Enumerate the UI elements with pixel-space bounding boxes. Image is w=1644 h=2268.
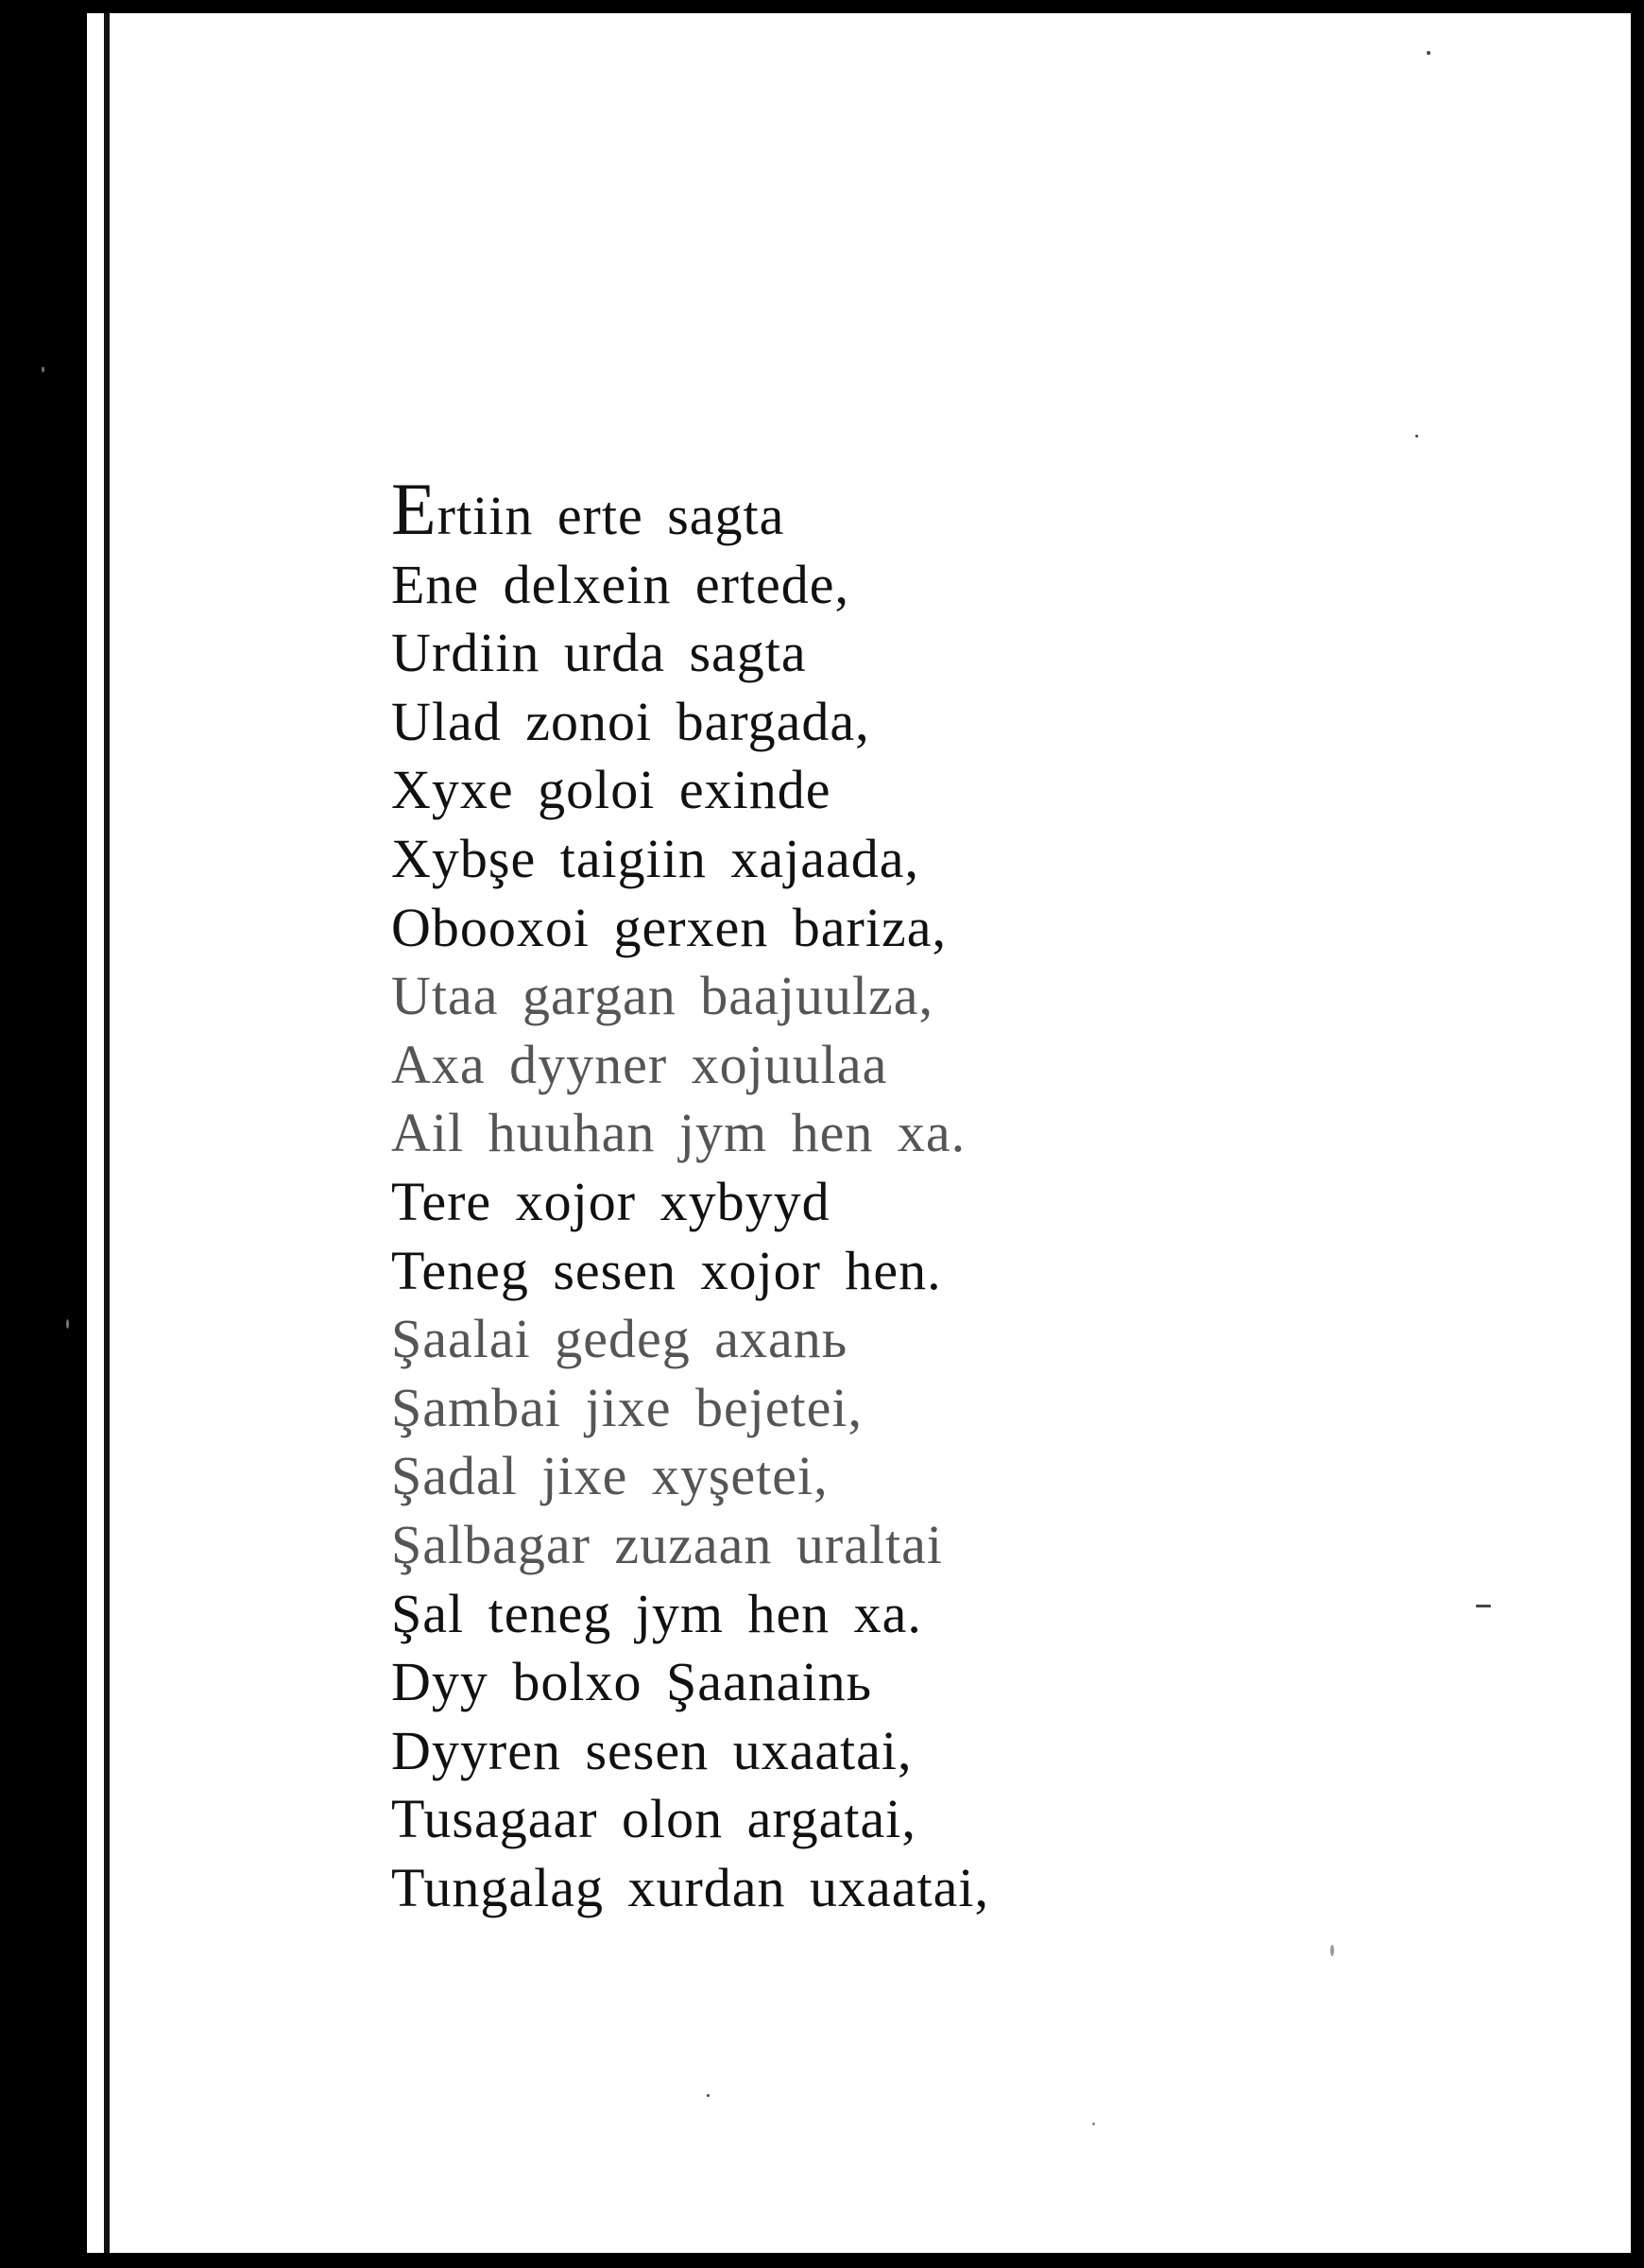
poem-text <box>391 468 1242 1922</box>
poem-line: Xybşe taigiin xajaada, <box>391 827 919 889</box>
poem-line: Ail huuhan jym hen xa. <box>391 1102 967 1164</box>
poem-line: Dyy bolxo Şaanainь <box>391 1651 873 1713</box>
poem-line <box>391 468 1242 551</box>
spine-gap <box>93 13 104 2253</box>
poem-line: Şaalai gedeg axanь <box>391 1308 848 1370</box>
first-line-text: rtiin erte sagta <box>437 485 785 546</box>
poem-line: Ulad zonoi bargada, <box>391 690 870 752</box>
drop-cap: E <box>391 468 437 550</box>
poem-line: Tusagaar olon argatai, <box>391 1788 916 1850</box>
poem-line: Tungalag xurdan uxaatai, <box>391 1856 990 1918</box>
poem-line: Şalbagar zuzaan uraltai <box>391 1513 944 1575</box>
scan-speck <box>1092 2122 1095 2125</box>
poem-line: Urdiin urda sagta <box>391 622 807 684</box>
poem-line: Şadal jixe xyşetei, <box>391 1445 829 1507</box>
poem-line: Axa dyyner xojuulaa <box>391 1033 888 1095</box>
poem-line: Dyyren sesen uxaatai, <box>391 1719 913 1781</box>
poem-line: Teneg sesen xojor hen. <box>391 1239 942 1301</box>
scan-speck <box>1330 1945 1334 1956</box>
poem-line: Şal teneg jym hen xa. <box>391 1582 922 1644</box>
spine-line <box>104 13 110 2253</box>
scan-speck <box>1476 1605 1491 1607</box>
poem-line: Şambai jixe bejetei, <box>391 1376 864 1438</box>
poem-line: Ene delxein ertede, <box>391 553 850 615</box>
scan-speck <box>707 2094 710 2097</box>
poem-line: Xyxe goloi exinde <box>391 759 831 821</box>
poem-line: Utaa gargan baajuulza, <box>391 965 933 1027</box>
poem-line: Obooxoi gerxen bariza, <box>391 896 947 958</box>
scan-speck <box>1415 435 1418 438</box>
scan-speck <box>66 1319 69 1329</box>
poem-line: Tere xojor xybyyd <box>391 1170 831 1232</box>
scan-speck <box>42 367 44 372</box>
scan-speck <box>1427 51 1430 55</box>
